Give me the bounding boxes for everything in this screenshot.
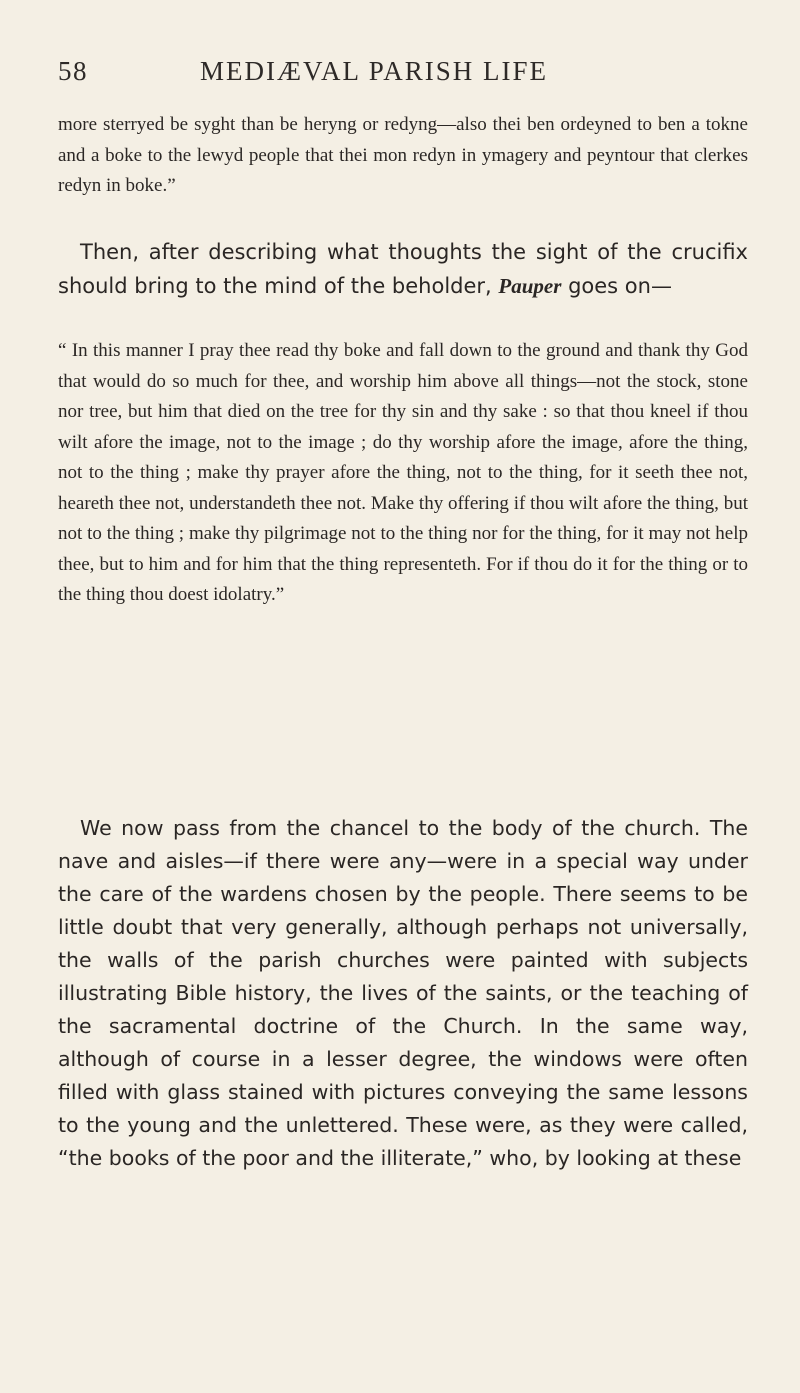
quote-continuation: more sterryed be syght than be heryng or redyng—also thei ben ordeyned to ben a tokne and a boke to the lewyd people that thei mon redyn in ymagery and peyntour that clerkes redyn in boke.” bbox=[58, 114, 748, 196]
running-head bbox=[58, 56, 748, 96]
paragraph-text: Then, after describing what thoughts the sight of the crucifix should bring to the mind of the beholder, bbox=[58, 240, 748, 298]
quote-idolatry: “ In this manner I pray thee read thy boke and fall down to the ground and thank thy God that would do so much for thee, and worship him above all things—not the stock, stone nor tree, but him that died on the tree for thy sin and thy sake : so that thou kneel if thou wilt afore the image, not to the image ; do thy worship afore the image, afore the thing, not to the thing ; make thy prayer afore the thing, not to the thing, for it seeth thee not, heareth thee not, understandeth thee not. Make thy offering if thou wilt afore the thing, but not to the thing ; make thy pilgrimage not to the thing nor for the thing, for it may not help thee, but to him and for him that the thing representeth. For if thou do it for the thing or to the thing thou doest idolatry.” bbox=[58, 340, 748, 605]
running-title: MEDIÆVAL PARISH LIFE bbox=[200, 56, 549, 86]
paragraph-text: goes on— bbox=[561, 273, 672, 298]
pauper-title: Pauper bbox=[498, 273, 562, 298]
paragraph-pauper-intro bbox=[58, 236, 748, 303]
paragraph-nave-and-aisles: We now pass from the chancel to the body of the church. The nave and aisles—if there were any—were in a special way under the care of the wardens chosen by the people. There seems to be little doubt that very generally, although perhaps not universally, the walls of the parish churches were painted with subjects illustrating Bible history, the lives of the saints, or the teaching of the sacramental doctrine of the Church. In the same way, although of course in a lesser degree, the windows were often filled with glass stained with pictures conveying the same lessons to the young and the unlettered. These were, as they were called, “the books of the poor and the illiterate,” who, by looking at these bbox=[58, 816, 748, 1170]
page-number: 58 bbox=[58, 56, 88, 86]
